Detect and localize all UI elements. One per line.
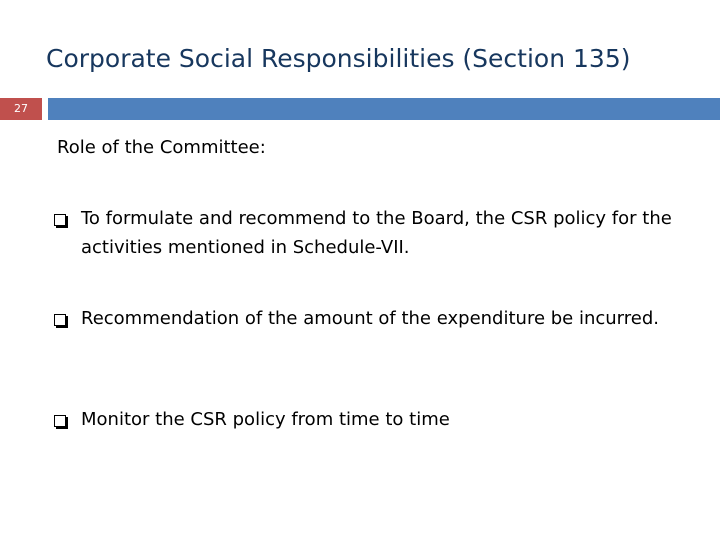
lead-text: Role of the Committee: [57, 137, 266, 158]
square-bullet-icon [54, 415, 66, 427]
bullet-text: Recommendation of the amount of the expenditure be incurred. [81, 308, 659, 329]
bullet-text: To formulate and recommend to the Board, the CSR policy for the activities mentioned in Schedule-VII. [81, 208, 672, 258]
title-accent-bar [48, 98, 720, 120]
square-bullet-icon [54, 214, 66, 226]
slide-number-badge: 27 [0, 98, 42, 120]
slide-title: Corporate Social Responsibilities (Section 135) [46, 44, 631, 73]
square-bullet-icon [54, 314, 66, 326]
bullet-text: Monitor the CSR policy from time to time [81, 409, 450, 430]
